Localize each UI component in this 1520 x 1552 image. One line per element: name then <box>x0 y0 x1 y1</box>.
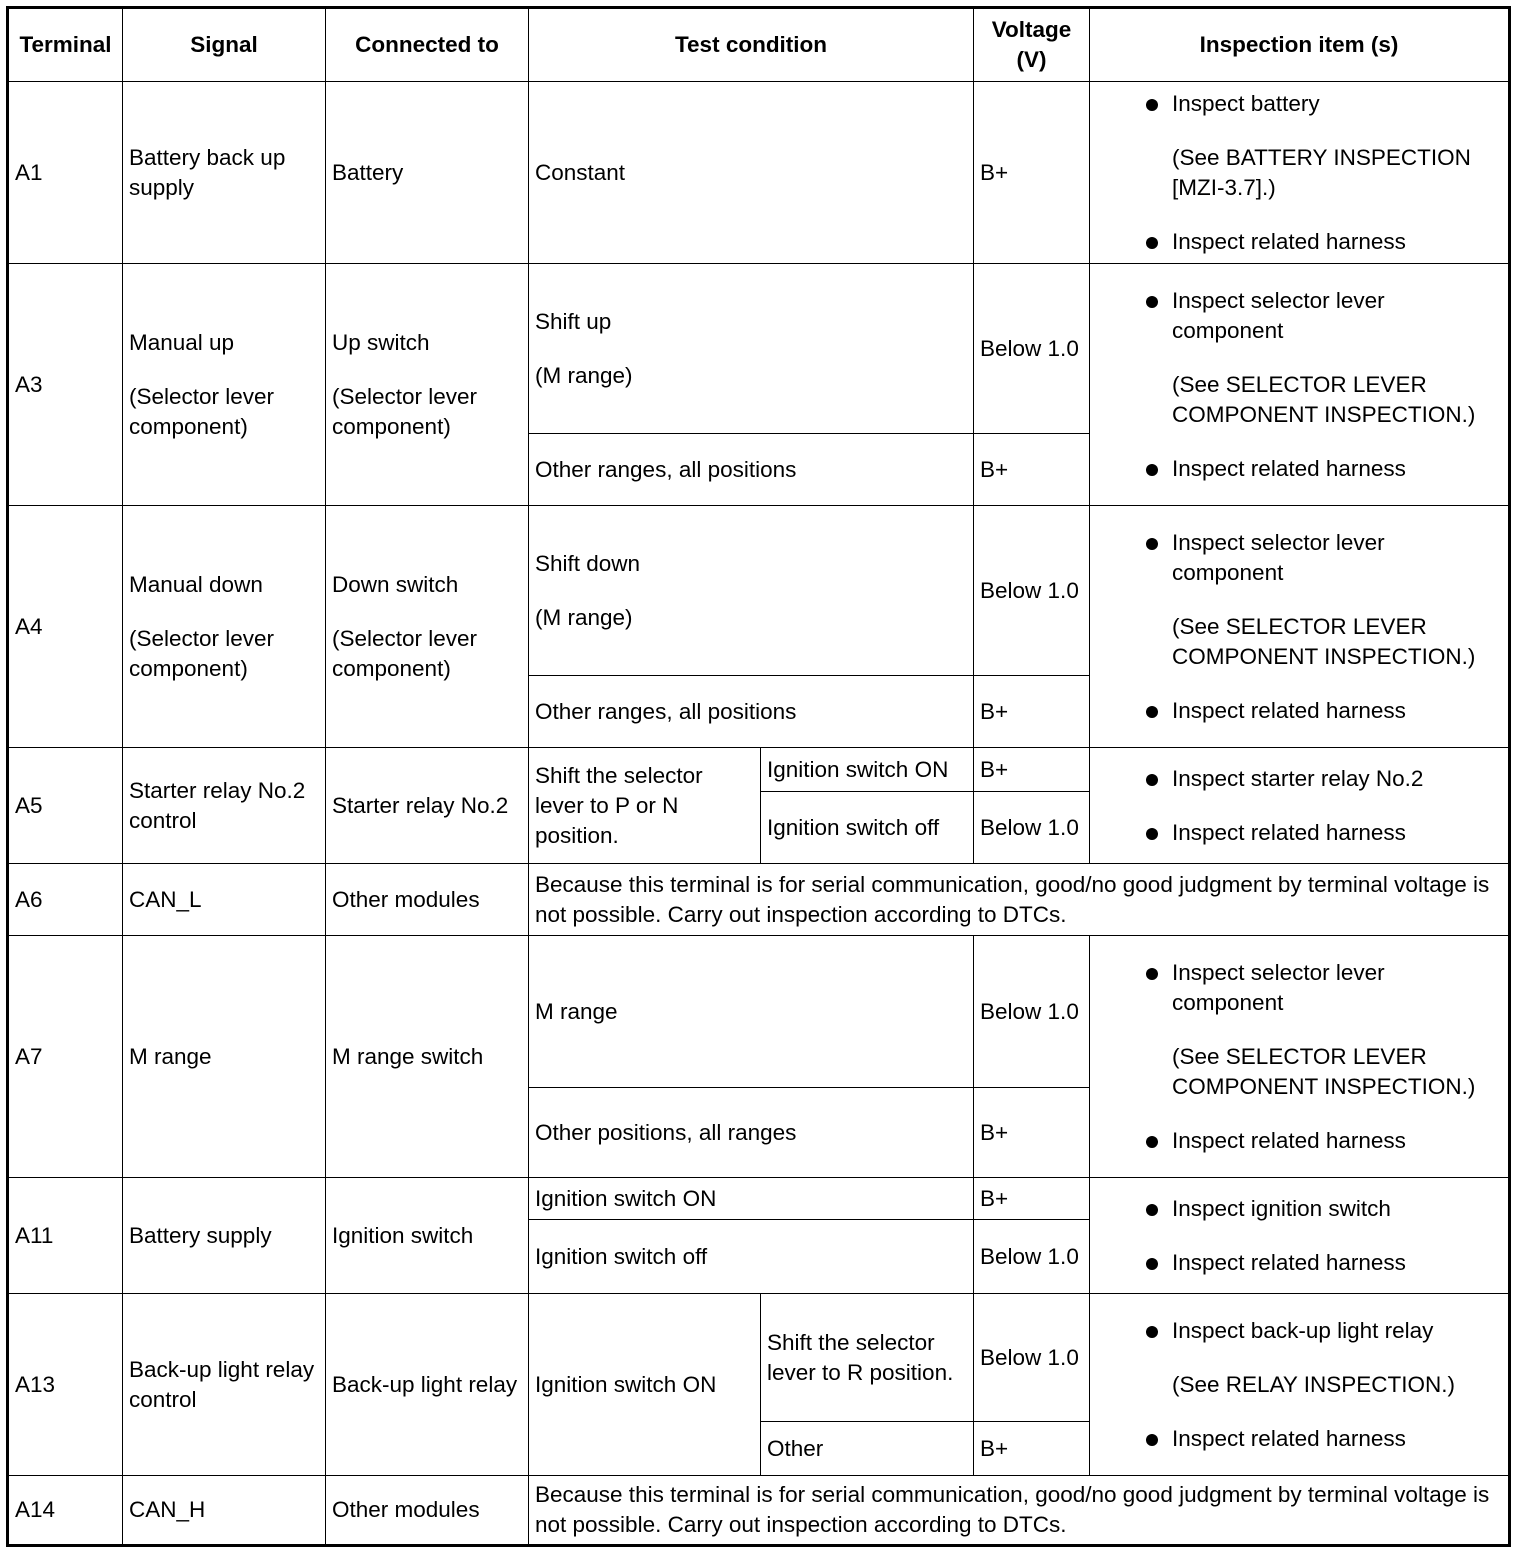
connected-cell: Battery <box>326 82 529 264</box>
header-test-condition: Test condition <box>529 8 974 82</box>
condition-cell: Other ranges, all positions <box>529 434 974 506</box>
sub-condition-cell: Other <box>761 1422 974 1476</box>
header-voltage: Voltage (V) <box>974 8 1090 82</box>
inspection-item: Inspect related harness <box>1096 1126 1502 1156</box>
voltage-cell: B+ <box>974 1088 1090 1178</box>
reference-link[interactable]: (See SELECTOR LEVER COMPONENT INSPECTION.) <box>1172 371 1476 427</box>
bullet-icon <box>1146 237 1158 249</box>
note-cell: Because this terminal is for serial communication, good/no good judgment by terminal voltage is not possible. Carry out inspection according to DTCs. <box>529 1476 1510 1546</box>
inspection-item: Inspect related harness <box>1096 454 1502 484</box>
voltage-cell: Below 1.0 <box>974 936 1090 1088</box>
bullet-icon <box>1146 706 1158 718</box>
terminal-cell: A3 <box>8 264 123 506</box>
signal-cell: Battery supply <box>123 1178 326 1294</box>
bullet-icon <box>1146 1326 1158 1338</box>
voltage-cell: B+ <box>974 676 1090 748</box>
table-row <box>8 936 1510 1088</box>
voltage-cell: Below 1.0 <box>974 1220 1090 1294</box>
inspection-cell <box>1090 1178 1510 1294</box>
connected-cell: Ignition switch <box>326 1178 529 1294</box>
condition-cell: Shift the selector lever to P or N position. <box>529 748 761 864</box>
condition-cell: Shift up (M range) <box>529 264 974 434</box>
connected-cell: Up switch (Selector lever component) <box>326 264 529 506</box>
signal-cell: Manual up (Selector lever component) <box>123 264 326 506</box>
connected-cell: Down switch (Selector lever component) <box>326 506 529 748</box>
reference-link[interactable]: (See BATTERY INSPECTION [MZI-3.7].) <box>1172 144 1471 200</box>
voltage-cell: Below 1.0 <box>974 1294 1090 1422</box>
table-row <box>8 506 1510 676</box>
signal-cell: Manual down (Selector lever component) <box>123 506 326 748</box>
bullet-icon <box>1146 1434 1158 1446</box>
voltage-cell: B+ <box>974 1422 1090 1476</box>
signal-cell: M range <box>123 936 326 1178</box>
reference-link[interactable]: (See SELECTOR LEVER COMPONENT INSPECTION.) <box>1172 1043 1476 1099</box>
terminal-cell: A14 <box>8 1476 123 1546</box>
inspection-cell <box>1090 748 1510 864</box>
signal-cell: Starter relay No.2 control <box>123 748 326 864</box>
inspection-item: Inspect selector lever component (See SELECTOR LEVER COMPONENT INSPECTION.) <box>1096 958 1502 1102</box>
condition-cell: Constant <box>529 82 974 264</box>
condition-cell: M range <box>529 936 974 1088</box>
table-row <box>8 1476 1510 1546</box>
bullet-icon <box>1146 538 1158 550</box>
condition-cell: Ignition switch ON <box>529 1178 974 1220</box>
signal-cell: CAN_H <box>123 1476 326 1546</box>
inspection-cell <box>1090 82 1510 264</box>
terminal-cell: A1 <box>8 82 123 264</box>
condition-cell: Other positions, all ranges <box>529 1088 974 1178</box>
bullet-icon <box>1146 464 1158 476</box>
voltage-cell: Below 1.0 <box>974 264 1090 434</box>
condition-cell: Shift down (M range) <box>529 506 974 676</box>
bullet-icon <box>1146 1258 1158 1270</box>
header-terminal: Terminal <box>8 8 123 82</box>
sub-condition-cell: Ignition switch off <box>761 792 974 864</box>
table-row <box>8 1178 1510 1220</box>
inspection-item: Inspect ignition switch <box>1096 1194 1502 1224</box>
voltage-cell: B+ <box>974 434 1090 506</box>
header-connected-to: Connected to <box>326 8 529 82</box>
note-cell: Because this terminal is for serial communication, good/no good judgment by terminal voltage is not possible. Carry out inspection according to DTCs. <box>529 864 1510 936</box>
inspection-item: Inspect related harness <box>1096 227 1502 257</box>
connected-cell: Other modules <box>326 864 529 936</box>
signal-cell: Back-up light relay control <box>123 1294 326 1476</box>
terminal-voltage-table <box>6 6 1511 1547</box>
table-row <box>8 264 1510 434</box>
terminal-cell: A7 <box>8 936 123 1178</box>
inspection-item: Inspect related harness <box>1096 1248 1502 1278</box>
inspection-cell <box>1090 936 1510 1178</box>
table-row <box>8 748 1510 792</box>
voltage-cell: B+ <box>974 1178 1090 1220</box>
bullet-icon <box>1146 828 1158 840</box>
inspection-item: Inspect battery (See BATTERY INSPECTION [MZI-3.7].) <box>1096 89 1502 203</box>
reference-link[interactable]: (See SELECTOR LEVER COMPONENT INSPECTION.) <box>1172 613 1476 669</box>
bullet-icon <box>1146 1204 1158 1216</box>
header-signal: Signal <box>123 8 326 82</box>
terminal-cell: A11 <box>8 1178 123 1294</box>
inspection-cell <box>1090 1294 1510 1476</box>
signal-cell: CAN_L <box>123 864 326 936</box>
header-inspection: Inspection item (s) <box>1090 8 1510 82</box>
voltage-cell: B+ <box>974 748 1090 792</box>
condition-cell: Ignition switch ON <box>529 1294 761 1476</box>
terminal-cell: A13 <box>8 1294 123 1476</box>
voltage-cell: Below 1.0 <box>974 506 1090 676</box>
terminal-cell: A5 <box>8 748 123 864</box>
condition-cell: Ignition switch off <box>529 1220 974 1294</box>
signal-cell: Battery back up supply <box>123 82 326 264</box>
terminal-cell: A4 <box>8 506 123 748</box>
inspection-cell <box>1090 264 1510 506</box>
inspection-item: Inspect related harness <box>1096 818 1502 848</box>
table-row <box>8 1294 1510 1422</box>
inspection-cell <box>1090 506 1510 748</box>
header-row <box>8 8 1510 82</box>
bullet-icon <box>1146 99 1158 111</box>
table-row <box>8 864 1510 936</box>
inspection-item: Inspect starter relay No.2 <box>1096 764 1502 794</box>
inspection-item: Inspect selector lever component (See SELECTOR LEVER COMPONENT INSPECTION.) <box>1096 528 1502 672</box>
condition-cell: Other ranges, all positions <box>529 676 974 748</box>
inspection-item: Inspect back-up light relay (See RELAY INSPECTION.) <box>1096 1316 1502 1400</box>
bullet-icon <box>1146 296 1158 308</box>
inspection-item: Inspect related harness <box>1096 1424 1502 1454</box>
connected-cell: M range switch <box>326 936 529 1178</box>
bullet-icon <box>1146 774 1158 786</box>
terminal-cell: A6 <box>8 864 123 936</box>
connected-cell: Starter relay No.2 <box>326 748 529 864</box>
voltage-cell: Below 1.0 <box>974 792 1090 864</box>
inspection-item: Inspect related harness <box>1096 696 1502 726</box>
voltage-cell: B+ <box>974 82 1090 264</box>
connected-cell: Other modules <box>326 1476 529 1546</box>
bullet-icon <box>1146 1136 1158 1148</box>
inspection-item: Inspect selector lever component (See SELECTOR LEVER COMPONENT INSPECTION.) <box>1096 286 1502 430</box>
connected-cell: Back-up light relay <box>326 1294 529 1476</box>
bullet-icon <box>1146 968 1158 980</box>
table-row <box>8 82 1510 264</box>
sub-condition-cell: Ignition switch ON <box>761 748 974 792</box>
reference-link[interactable]: (See RELAY INSPECTION.) <box>1172 1371 1456 1397</box>
sub-condition-cell: Shift the selector lever to R position. <box>761 1294 974 1422</box>
